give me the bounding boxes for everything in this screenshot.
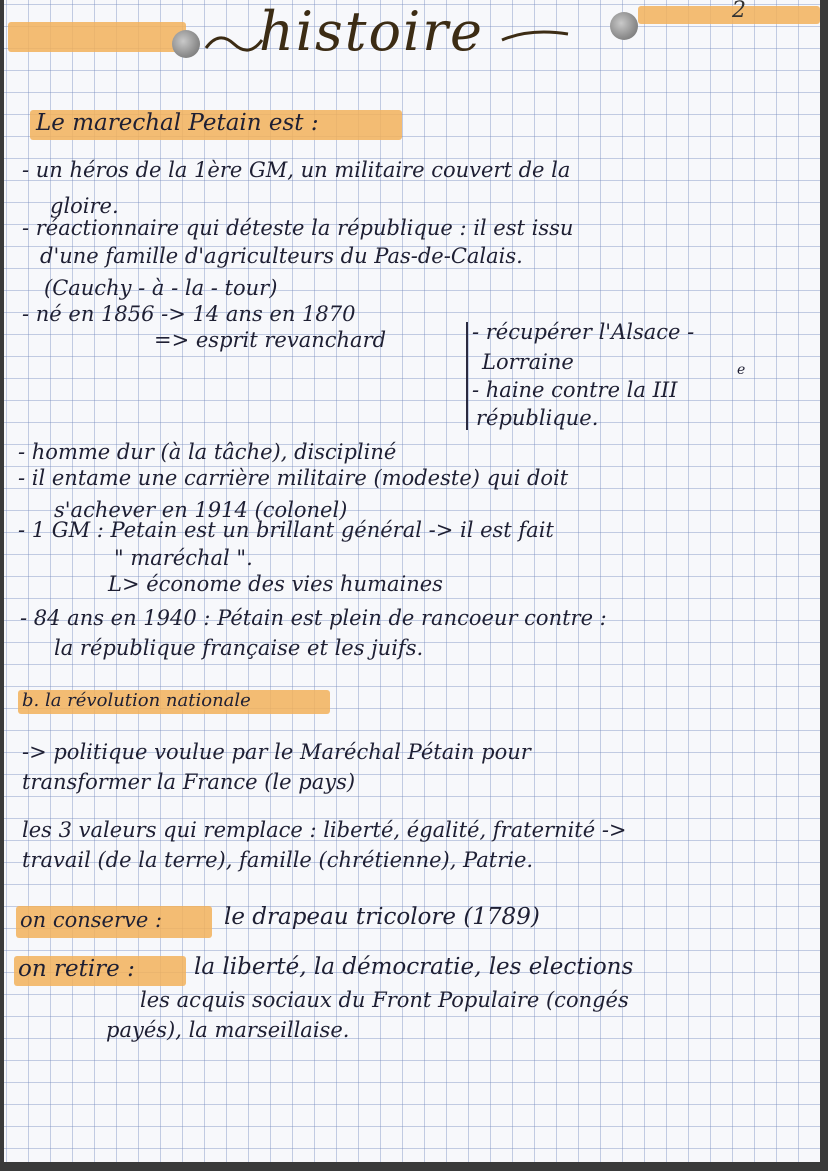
list-item: => esprit revanchard (154, 328, 387, 352)
list-item: - 84 ans en 1940 : Pétain est plein de rancoeur contre : (20, 606, 607, 630)
list-item: - un héros de la 1ère GM, un militaire couvert de la (22, 158, 571, 182)
list-item: gloire. (50, 194, 119, 218)
list-item: s'achever en 1914 (colonel) (54, 498, 348, 522)
list-item: L> économe des vies humaines (108, 572, 443, 596)
list-item: - 1 GM : Petain est un brillant général -> il est fait (18, 518, 554, 542)
list-item: - récupérer l'Alsace - (472, 320, 695, 344)
list-item: - né en 1856 -> 14 ans en 1870 (22, 302, 356, 326)
list-item: la liberté, la démocratie, les elections (194, 954, 634, 980)
binder-hole-left (172, 30, 200, 58)
page-title: histoire (259, 0, 485, 63)
binder-hole-right (610, 12, 638, 40)
list-item: - haine contre la III (472, 378, 678, 402)
conserve-label: on conserve : (20, 908, 163, 932)
list-item: (Cauchy - à - la - tour) (44, 276, 278, 300)
list-item: transformer la France (le pays) (22, 770, 356, 794)
section-b-heading: b. la révolution nationale (22, 690, 251, 711)
title-swash-left (204, 28, 264, 58)
notebook-page (4, 0, 820, 1162)
list-item: travail (de la terre), famille (chrétienne), Patrie. (22, 848, 534, 872)
list-item: - il entame une carrière militaire (modeste) qui doit (18, 466, 569, 490)
bracket-line (466, 322, 468, 430)
top-left-highlight (8, 22, 186, 52)
list-item: la république française et les juifs. (54, 636, 424, 660)
list-item: - homme dur (à la tâche), discipliné (18, 440, 397, 464)
list-item: les acquis sociaux du Front Populaire (congés (140, 988, 629, 1012)
section-a-heading: Le marechal Petain est : (36, 110, 319, 136)
list-item: république. (476, 406, 599, 430)
list-item: les 3 valeurs qui remplace : liberté, égalité, fraternité -> (22, 818, 627, 842)
top-right-highlight (638, 6, 820, 24)
page-number: 2 (732, 0, 746, 23)
conserve-text: le drapeau tricolore (1789) (224, 904, 540, 930)
superscript-e: e (737, 362, 746, 378)
list-item: payés), la marseillaise. (106, 1018, 350, 1042)
list-item: - réactionnaire qui déteste la république : il est issu (22, 216, 574, 240)
title-swash-right (500, 26, 570, 56)
list-item: Lorraine (482, 350, 574, 374)
retire-label: on retire : (18, 956, 135, 982)
list-item: " maréchal ". (114, 546, 253, 570)
list-item: d'une famille d'agriculteurs du Pas-de-Calais. (40, 244, 523, 268)
list-item: -> politique voulue par le Maréchal Pétain pour (22, 740, 531, 764)
